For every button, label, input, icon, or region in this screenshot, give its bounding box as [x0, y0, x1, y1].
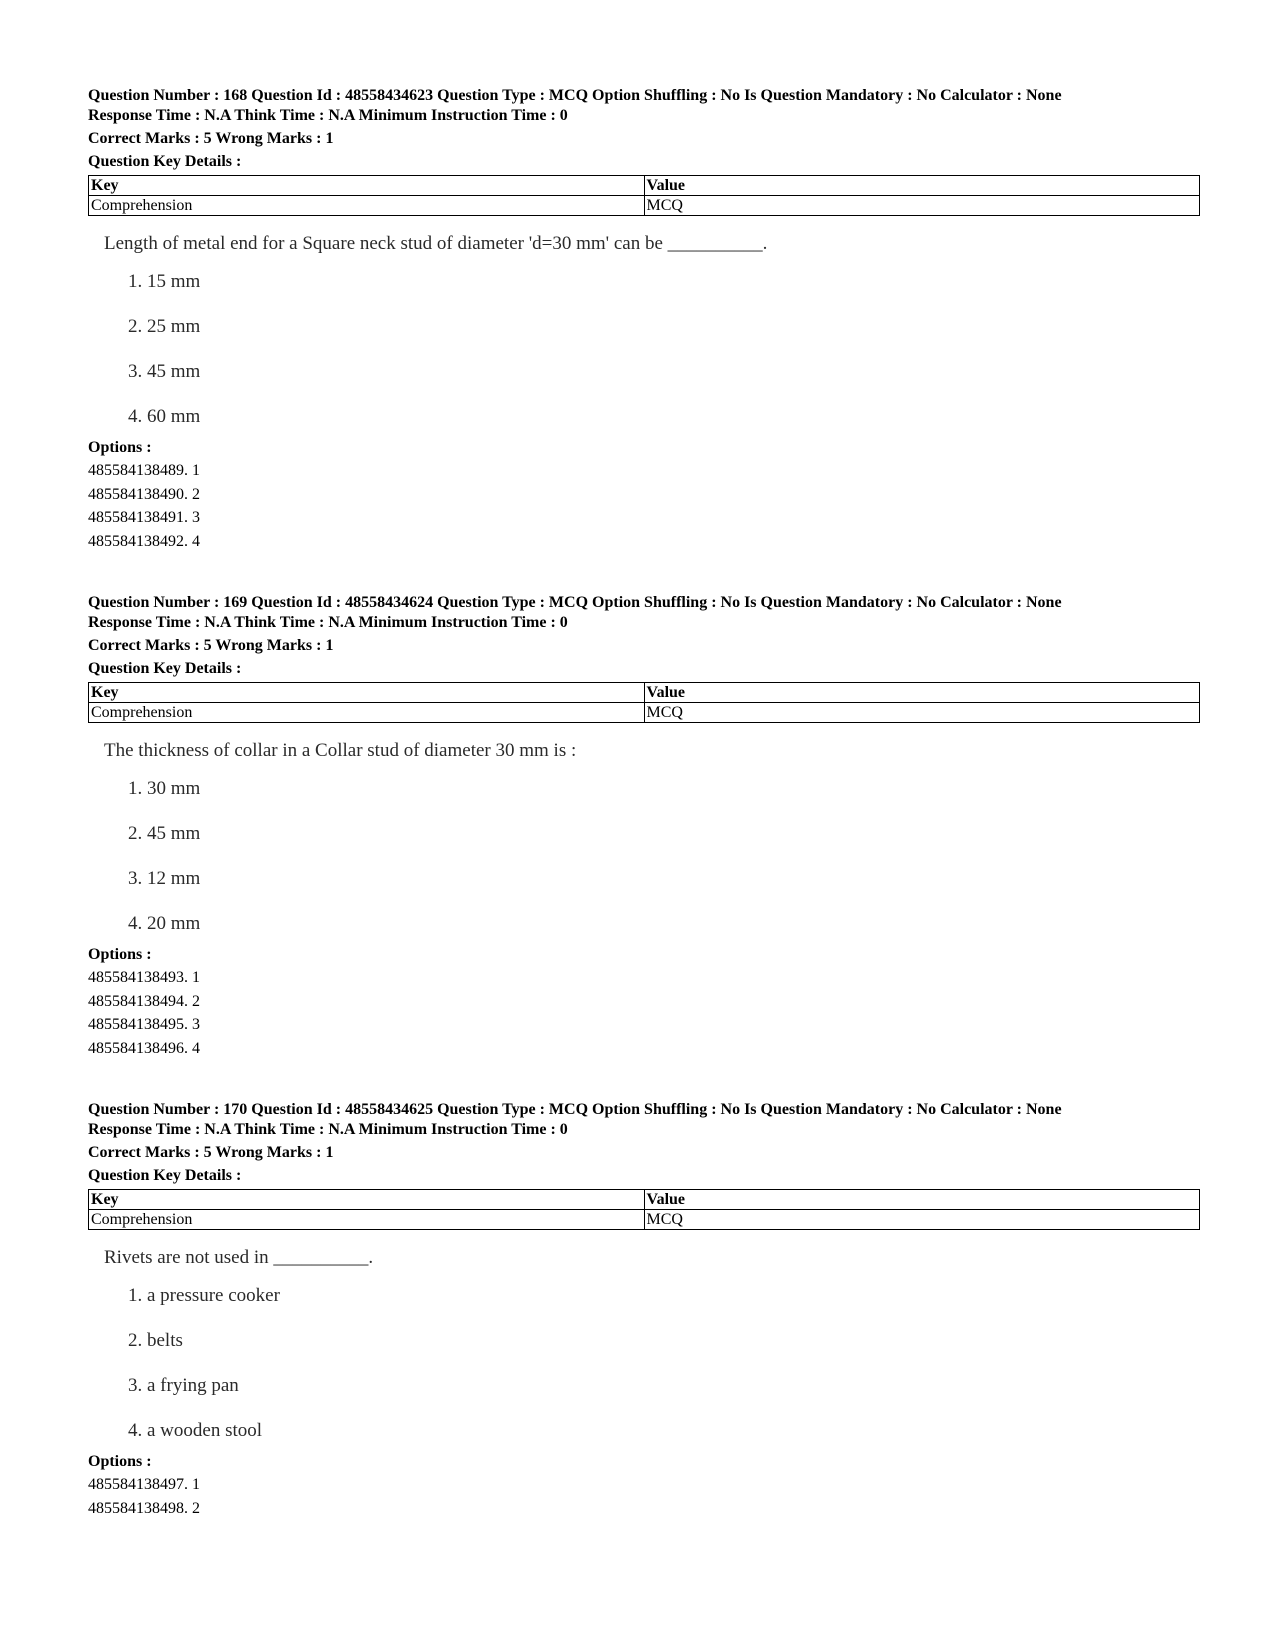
option-id: 485584138493. 1 — [88, 969, 200, 986]
answer-choices — [128, 1282, 1200, 1451]
question-meta-line-1: Question Number : 168 Question Id : 48558434623 Question Type : MCQ Option Shuffling : No Is Question Mandatory : No Calculator : None — [88, 87, 1062, 104]
value-cell: MCQ — [644, 703, 1200, 723]
question-meta — [88, 1100, 1200, 1140]
question-meta-line-1: Question Number : 170 Question Id : 48558434625 Question Type : MCQ Option Shuffling : No Is Question Mandatory : No Calculator : None — [88, 1101, 1062, 1118]
options-label: Options : — [88, 1453, 152, 1470]
question-text: Rivets are not used in __________. — [104, 1247, 374, 1268]
answer-choice: 3. a frying pan — [128, 1375, 239, 1396]
key-cell: Comprehension — [89, 703, 645, 723]
option-id: 485584138491. 3 — [88, 509, 200, 526]
key-table-header-row — [89, 1190, 1200, 1210]
question-text: Length of metal end for a Square neck stud of diameter 'd=30 mm' can be __________. — [104, 233, 768, 254]
question-block-170 — [88, 1100, 1200, 1520]
question-meta-line-1: Question Number : 169 Question Id : 48558434624 Question Type : MCQ Option Shuffling : No Is Question Mandatory : No Calculator : None — [88, 594, 1062, 611]
question-meta-line-2: Response Time : N.A Think Time : N.A Minimum Instruction Time : 0 — [88, 107, 568, 124]
answer-choice: 3. 45 mm — [128, 361, 201, 382]
value-header-cell: Value — [644, 683, 1200, 703]
key-table-header-row — [89, 176, 1200, 196]
key-cell: Comprehension — [89, 1210, 645, 1230]
value-header-cell: Value — [644, 1190, 1200, 1210]
marks-line: Correct Marks : 5 Wrong Marks : 1 — [88, 1144, 334, 1161]
answer-choice: 1. 30 mm — [128, 778, 201, 799]
key-details-label: Question Key Details : — [88, 153, 242, 170]
key-table-row — [89, 1210, 1200, 1230]
question-text: The thickness of collar in a Collar stud of diameter 30 mm is : — [104, 740, 577, 761]
answer-choice: 4. 20 mm — [128, 913, 201, 934]
question-meta — [88, 86, 1200, 126]
value-cell: MCQ — [644, 1210, 1200, 1230]
key-table-row — [89, 196, 1200, 216]
value-header-cell: Value — [644, 176, 1200, 196]
answer-choices — [128, 775, 1200, 944]
options-label: Options : — [88, 439, 152, 456]
question-meta — [88, 593, 1200, 633]
option-id: 485584138496. 4 — [88, 1039, 200, 1057]
option-id: 485584138498. 2 — [88, 1499, 200, 1517]
answer-choice: 1. 15 mm — [128, 271, 201, 292]
option-id: 485584138489. 1 — [88, 462, 200, 479]
answer-choice: 3. 12 mm — [128, 868, 201, 889]
answer-choice: 4. 60 mm — [128, 406, 201, 427]
key-cell: Comprehension — [89, 196, 645, 216]
answer-choice: 2. 25 mm — [128, 316, 201, 337]
options-label: Options : — [88, 946, 152, 963]
option-id: 485584138492. 4 — [88, 532, 200, 550]
option-id: 485584138490. 2 — [88, 485, 200, 503]
key-table-header-row — [89, 683, 1200, 703]
key-details-table — [88, 682, 1200, 723]
option-id: 485584138494. 2 — [88, 992, 200, 1010]
value-cell: MCQ — [644, 196, 1200, 216]
key-header-cell: Key — [89, 1190, 645, 1210]
question-block-168 — [88, 86, 1200, 553]
answer-choice: 4. a wooden stool — [128, 1420, 263, 1441]
question-block-169 — [88, 593, 1200, 1060]
question-meta-line-2: Response Time : N.A Think Time : N.A Minimum Instruction Time : 0 — [88, 1121, 568, 1138]
key-details-table — [88, 1189, 1200, 1230]
key-table-row — [89, 703, 1200, 723]
answer-choice: 1. a pressure cooker — [128, 1285, 280, 1306]
option-id: 485584138495. 3 — [88, 1016, 200, 1033]
answer-choice: 2. belts — [128, 1330, 183, 1351]
key-header-cell: Key — [89, 683, 645, 703]
key-details-label: Question Key Details : — [88, 660, 242, 677]
key-header-cell: Key — [89, 176, 645, 196]
key-details-table — [88, 175, 1200, 216]
marks-line: Correct Marks : 5 Wrong Marks : 1 — [88, 130, 334, 147]
answer-choice: 2. 45 mm — [128, 823, 201, 844]
option-id: 485584138497. 1 — [88, 1476, 200, 1493]
marks-line: Correct Marks : 5 Wrong Marks : 1 — [88, 637, 334, 654]
key-details-label: Question Key Details : — [88, 1167, 242, 1184]
answer-choices — [128, 268, 1200, 437]
question-meta-line-2: Response Time : N.A Think Time : N.A Minimum Instruction Time : 0 — [88, 614, 568, 631]
